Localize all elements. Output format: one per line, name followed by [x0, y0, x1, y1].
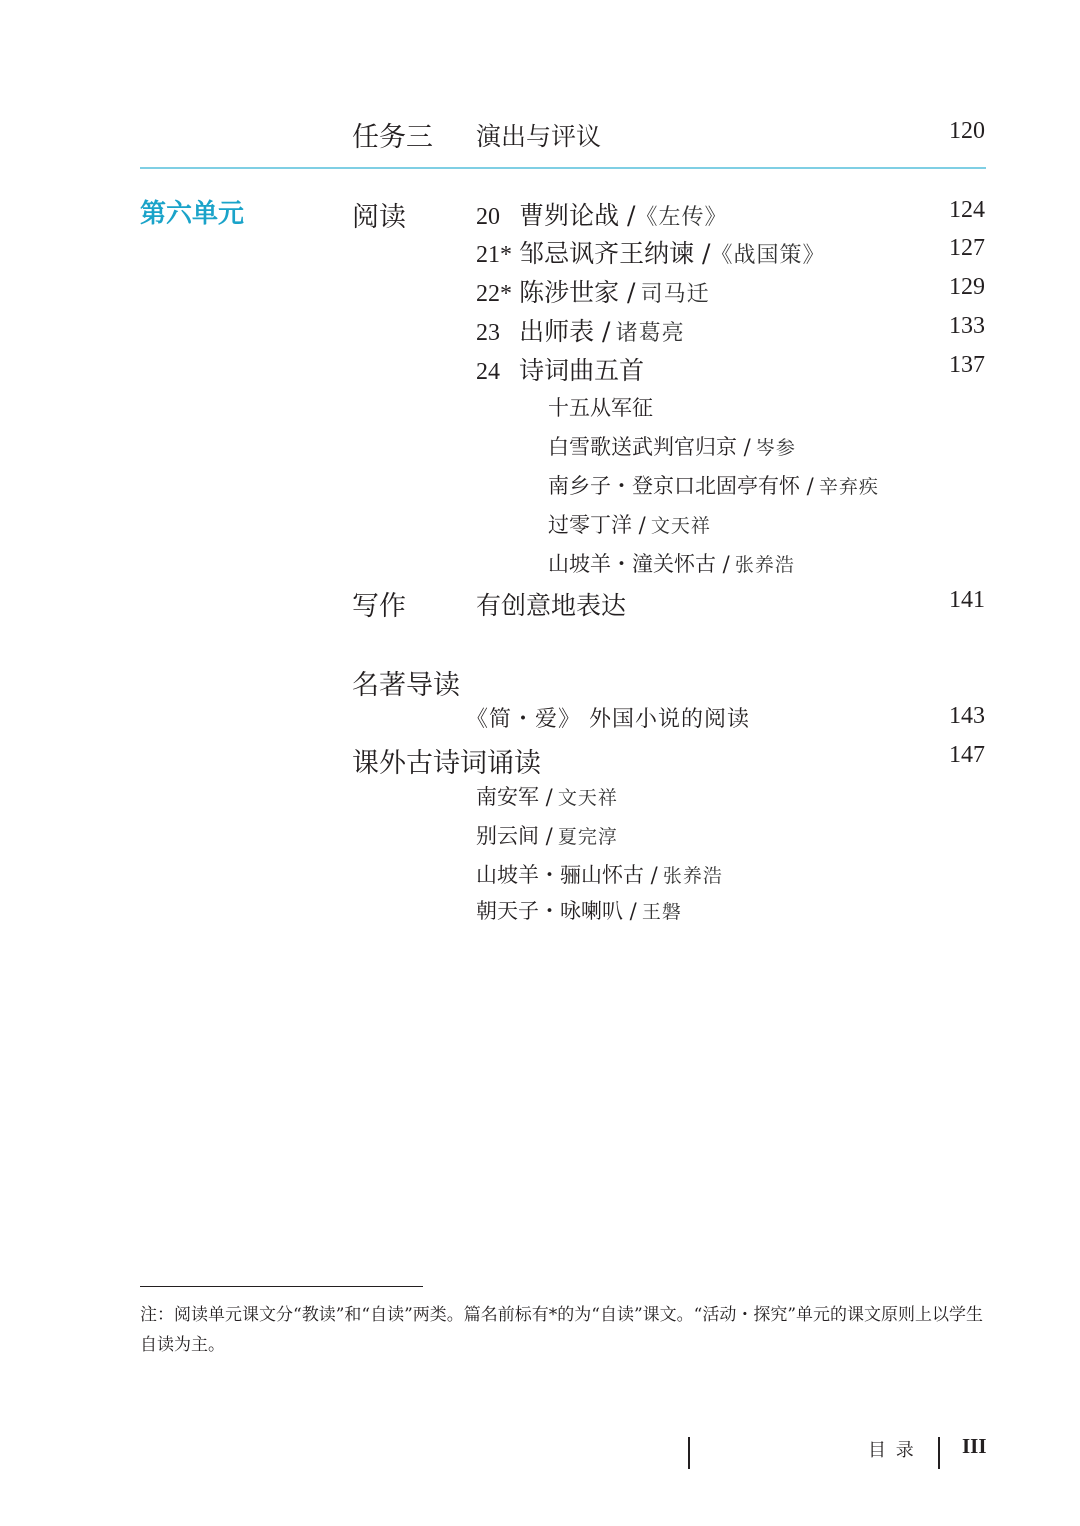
toc-entry[interactable] — [476, 312, 685, 348]
lesson-title: 出师表 / — [519, 317, 611, 346]
poem-entry[interactable] — [476, 895, 682, 925]
extra-page: 147 — [949, 742, 985, 768]
lesson-title: 邹忌讽齐王纳谏 / — [519, 239, 711, 268]
poem-author: 文天祥 — [650, 515, 711, 537]
footer-divider-right — [938, 1437, 940, 1469]
lesson-number: 24 — [476, 359, 500, 385]
poem-title: 山坡羊・潼关怀古 / — [548, 552, 730, 576]
poem-title: 南乡子・登京口北固亭有怀 / — [548, 474, 814, 498]
poem-author: 王磐 — [641, 901, 682, 923]
poem-entry[interactable] — [548, 431, 796, 461]
section-divider — [140, 167, 986, 169]
toc-entry[interactable] — [476, 196, 727, 232]
classics-label: 名著导读 — [352, 670, 460, 701]
poem-author: 张养浩 — [734, 554, 795, 576]
page-number: III — [962, 1434, 987, 1458]
footer-divider-left — [688, 1437, 690, 1469]
poem-title: 别云间 / — [476, 824, 553, 848]
poem-title: 十五从军征 — [548, 396, 653, 420]
extra-label: 课外古诗词诵读 — [352, 748, 541, 779]
poem-author: 辛弃疾 — [818, 476, 879, 498]
classics-page: 143 — [949, 703, 985, 729]
lesson-author: 《左传》 — [635, 205, 728, 230]
poem-title: 过零丁洋 / — [548, 513, 646, 537]
poem-entry[interactable] — [548, 392, 653, 422]
lesson-author: 《战国策》 — [710, 243, 826, 268]
poem-entry[interactable] — [548, 548, 795, 578]
lesson-page: 129 — [949, 274, 985, 300]
footnote-text: 注：阅读单元课文分“教读”和“自读”两类。篇名前标有*的为“自读”课文。“活动・探究”单元的课文原则上以学生自读为主。 — [140, 1305, 984, 1355]
poem-entry[interactable] — [476, 781, 618, 811]
reading-label: 阅读 — [352, 202, 406, 233]
poem-title: 山坡羊・骊山怀古 / — [476, 863, 658, 887]
task-label: 任务三 — [352, 122, 433, 153]
lesson-author: 司马迁 — [640, 282, 710, 307]
lesson-number: 21* — [476, 242, 512, 268]
writing-label: 写作 — [352, 591, 406, 622]
footer-section: 目 录 — [868, 1440, 916, 1461]
lesson-number: 22* — [476, 281, 512, 307]
lesson-author: 诸葛亮 — [615, 321, 685, 346]
writing-page: 141 — [949, 587, 985, 613]
toc-entry[interactable] — [476, 234, 825, 270]
lesson-number: 23 — [476, 320, 500, 346]
poem-title: 白雪歌送武判官归京 / — [548, 435, 751, 459]
poem-entry[interactable] — [476, 820, 618, 850]
poem-entry[interactable] — [548, 509, 711, 539]
lesson-page: 127 — [949, 235, 985, 261]
task-page: 120 — [949, 118, 985, 144]
classics-title[interactable]: 《简・爱》 外国小说的阅读 — [466, 707, 750, 732]
lesson-page: 133 — [949, 313, 985, 339]
unit-title: 第六单元 — [140, 199, 245, 229]
lesson-page: 124 — [949, 197, 985, 223]
lesson-title: 陈涉世家 / — [519, 278, 636, 307]
poem-author: 岑参 — [755, 437, 796, 459]
toc-entry[interactable] — [476, 273, 710, 309]
toc-entry[interactable] — [476, 351, 644, 387]
footnote-rule — [140, 1286, 423, 1287]
poem-entry[interactable] — [548, 470, 879, 500]
poem-title: 南安军 / — [476, 785, 553, 809]
poem-author: 文天祥 — [557, 787, 618, 809]
poem-author: 夏完淳 — [557, 826, 618, 848]
lesson-title: 诗词曲五首 — [519, 356, 645, 385]
task-title[interactable]: 演出与评议 — [476, 122, 602, 151]
poem-author: 张养浩 — [662, 865, 723, 887]
writing-title[interactable]: 有创意地表达 — [476, 591, 627, 620]
lesson-number: 20 — [476, 204, 500, 230]
lesson-title: 曹刿论战 / — [519, 201, 636, 230]
lesson-page: 137 — [949, 352, 985, 378]
poem-entry[interactable] — [476, 859, 723, 889]
poem-title: 朝天子・咏喇叭 / — [476, 899, 637, 923]
